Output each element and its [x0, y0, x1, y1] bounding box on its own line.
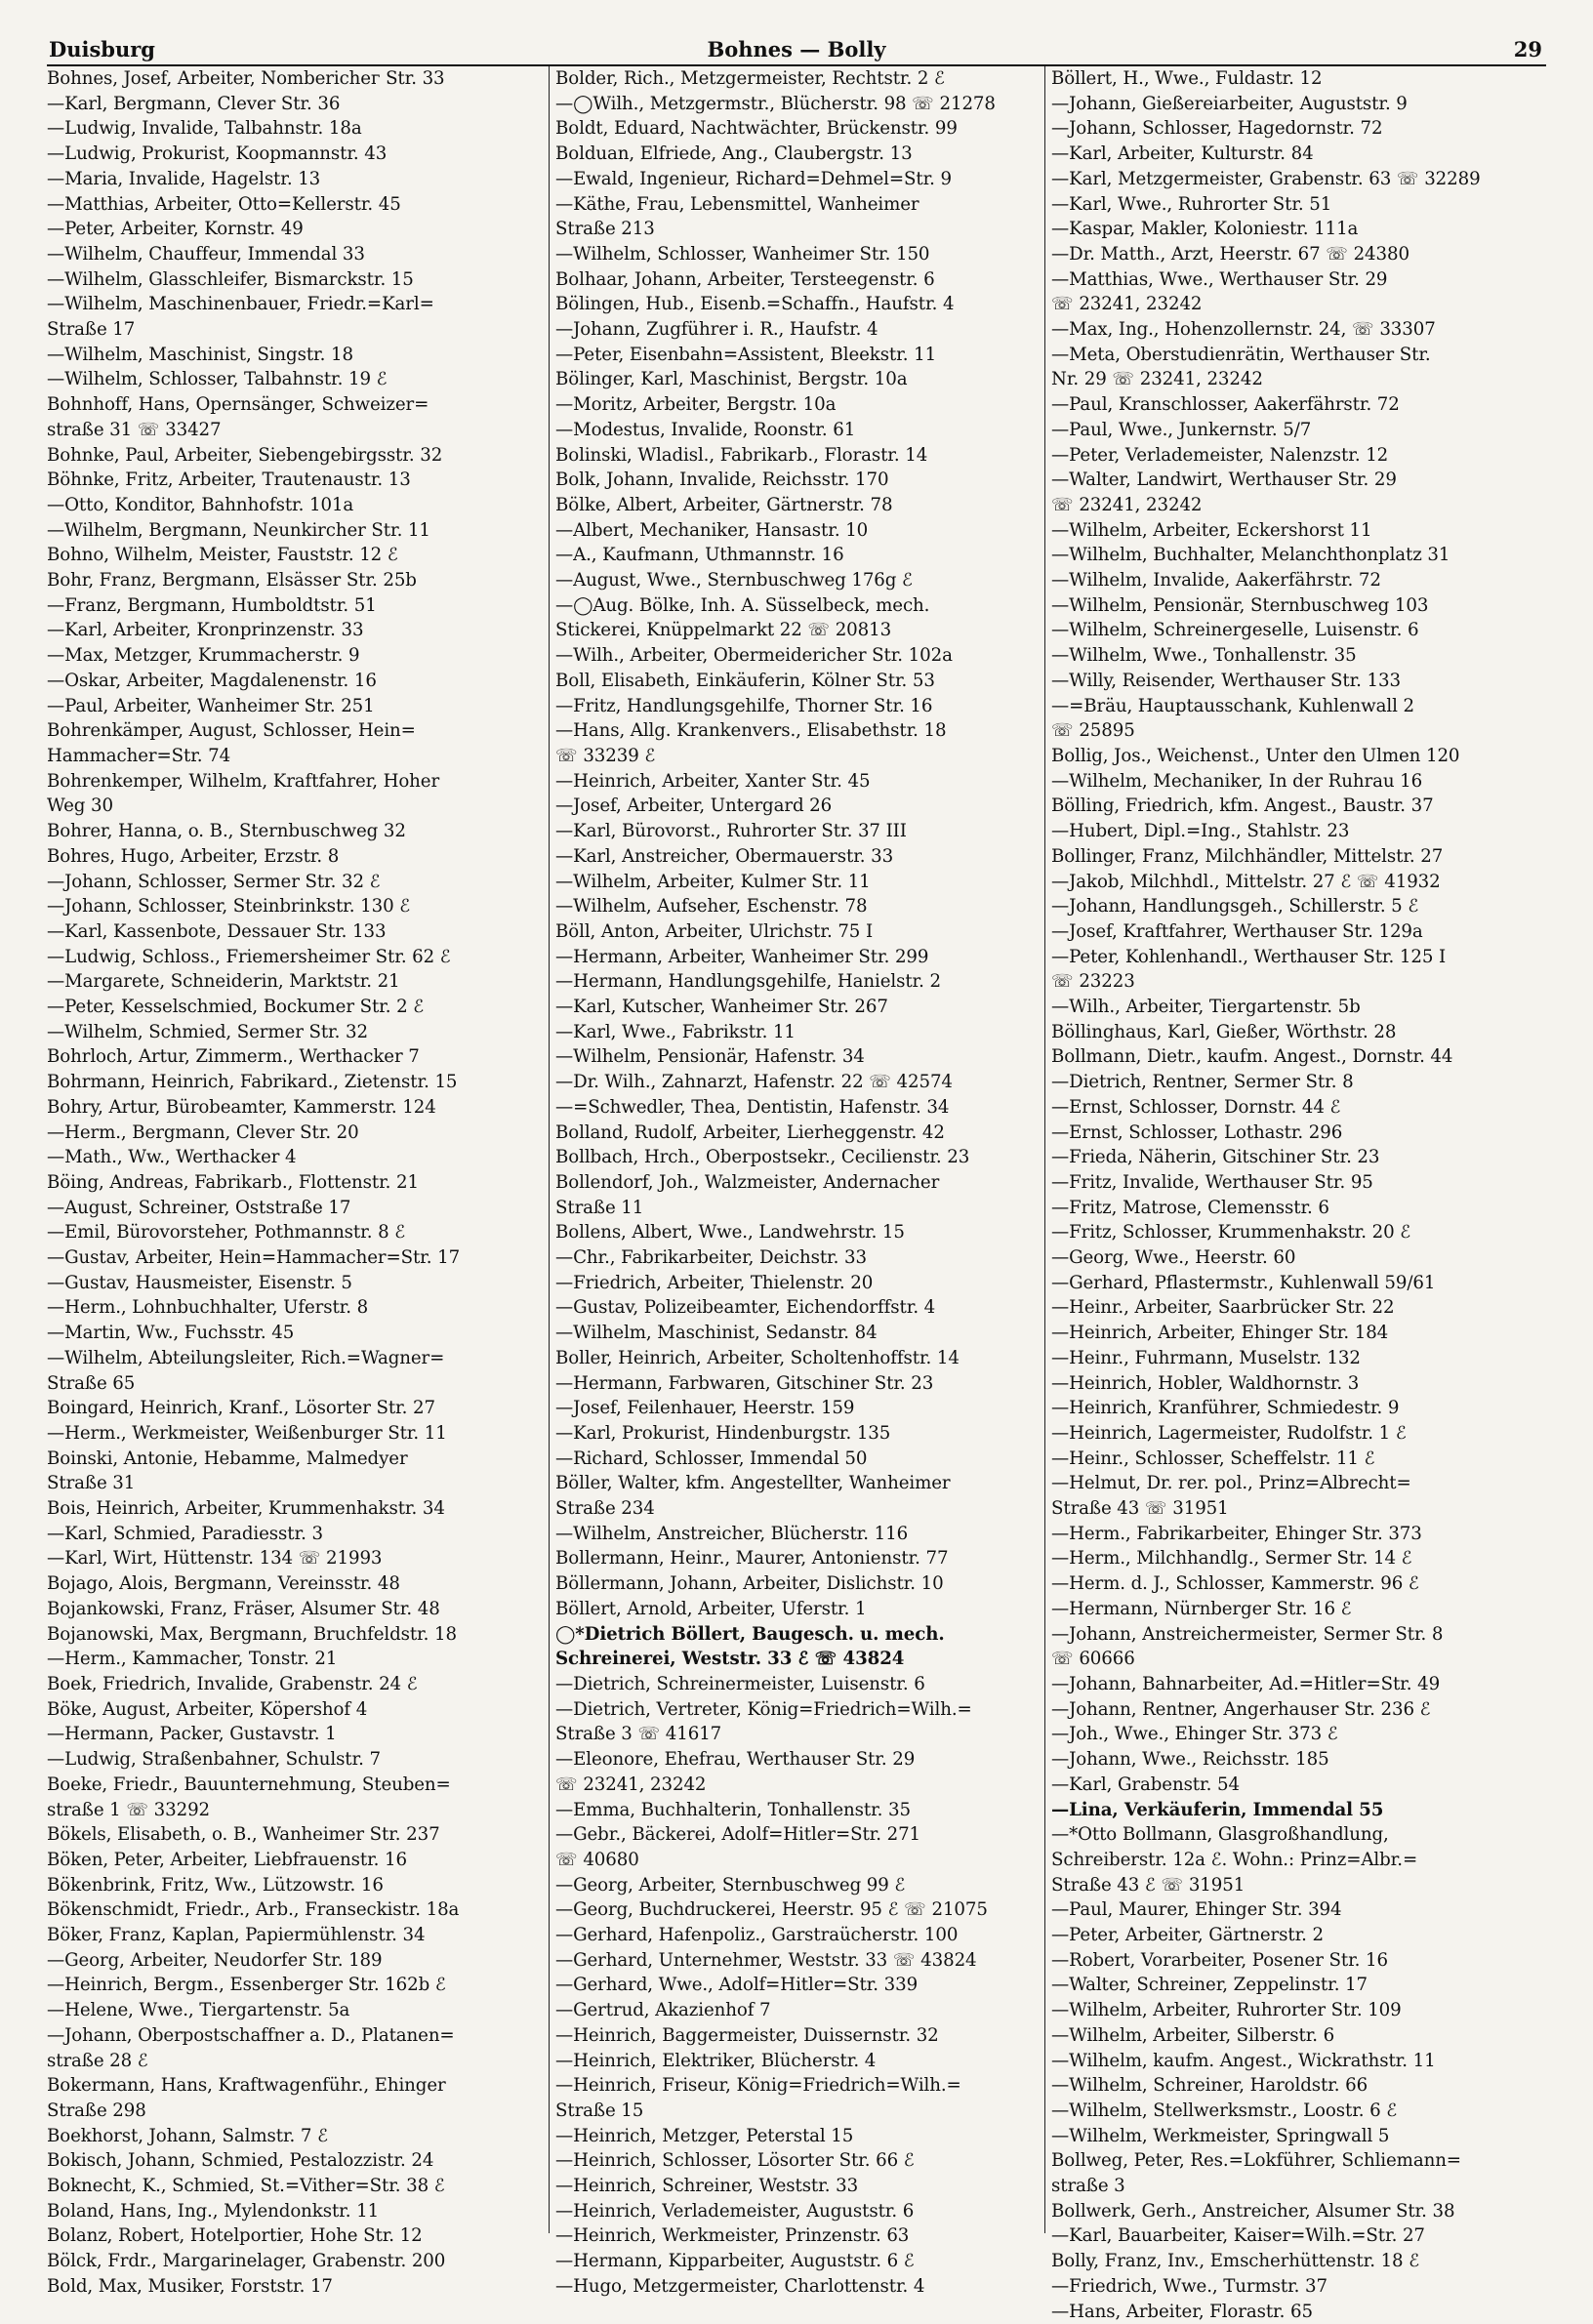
directory-entry: —Gerhard, Hafenpoliz., Garstraücherstr. 100 [555, 1925, 959, 1946]
directory-entry: —Lina, Verkäuferin, Immendal 55 [1051, 1799, 1384, 1820]
directory-entry: Weg 30 [47, 795, 113, 817]
directory-entry: —Georg, Arbeiter, Neudorfer Str. 189 [47, 1949, 383, 1971]
directory-entry: straße 28 ℰ [47, 2050, 148, 2071]
directory-entry: —Ernst, Schlosser, Dornstr. 44 ℰ [1051, 1096, 1341, 1118]
directory-entry: —◯Aug. Bölke, Inh. A. Süsselbeck, mech. [555, 594, 930, 616]
directory-entry: Bohnke, Paul, Arbeiter, Siebengebirgsstr. 32 [47, 444, 443, 466]
directory-entry: —Gebr., Bäckerei, Adolf=Hitler=Str. 271 [555, 1824, 921, 1846]
directory-entry: —Wilhelm, Schlosser, Talbahnstr. 19 ℰ [47, 369, 388, 390]
directory-entry: —Hermann, Handlungsgehilfe, Hanielstr. 2 [555, 971, 941, 993]
directory-entry: —Wilhelm, Werkmeister, Springwall 5 [1051, 2125, 1390, 2146]
directory-entry: Bojago, Alois, Bergmann, Vereinsstr. 48 [47, 1573, 400, 1595]
directory-entry: —Frieda, Näherin, Gitschiner Str. 23 [1051, 1147, 1380, 1168]
header-city: Duisburg [49, 37, 155, 61]
directory-entry: —Johann, Oberpostschaffner a. D., Platanen= [47, 2024, 455, 2046]
directory-entry: Böker, Franz, Kaplan, Papiermühlenstr. 34 [47, 1925, 426, 1946]
directory-entry: —Dr. Wilh., Zahnarzt, Hafenstr. 22 ☏ 42574 [555, 1072, 953, 1093]
directory-entry: —Wilhelm, Schmied, Sermer Str. 32 [47, 1021, 368, 1042]
directory-entry: —Heinr., Fuhrmann, Muselstr. 132 [1051, 1347, 1361, 1368]
directory-entry: —Wilhelm, Arbeiter, Silberstr. 6 [1051, 2024, 1335, 2046]
directory-entry: —Dietrich, Schreinermeister, Luisenstr. 6 [555, 1674, 925, 1694]
directory-entry: Bollweg, Peter, Res.=Lokführer, Schliemann= [1051, 2150, 1461, 2172]
column-2 [549, 66, 1036, 2297]
directory-entry: —Martin, Ww., Fuchsstr. 45 [47, 1323, 295, 1344]
directory-entry: —Johann, Bahnarbeiter, Ad.=Hitler=Str. 49 [1051, 1674, 1441, 1694]
directory-entry: —Fritz, Invalide, Werthauser Str. 95 [1051, 1171, 1373, 1193]
directory-entry: —Meta, Oberstudienrätin, Werthauser Str. [1051, 344, 1431, 365]
directory-entry: Böll, Anton, Arbeiter, Ulrichstr. 75 I [555, 920, 874, 942]
directory-entry: —Johann, Wwe., Reichsstr. 185 [1051, 1749, 1329, 1771]
directory-entry: Boinski, Antonie, Hebamme, Malmedyer [47, 1447, 408, 1469]
directory-entry: —Wilhelm, Schreinergeselle, Luisenstr. 6 [1051, 620, 1419, 641]
directory-entry: Bollmann, Dietr., kaufm. Angest., Dornstr. 44 [1051, 1046, 1453, 1068]
directory-entry: —Dietrich, Rentner, Sermer Str. 8 [1051, 1072, 1354, 1093]
directory-entry: —Heinrich, Metzger, Peterstal 15 [555, 2125, 854, 2146]
directory-entry: —Hermann, Kipparbeiter, Auguststr. 6 ℰ [555, 2251, 915, 2272]
directory-entry: —Emma, Buchhalterin, Tonhallenstr. 35 [555, 1799, 911, 1820]
directory-entry: —Karl, Wwe., Ruhrorter Str. 51 [1051, 193, 1332, 215]
directory-entry: Bollinger, Franz, Milchhändler, Mittelstr. 27 [1051, 845, 1444, 867]
directory-entry: —Robert, Vorarbeiter, Posener Str. 16 [1051, 1949, 1388, 1971]
directory-entry: —Hermann, Packer, Gustavstr. 1 [47, 1724, 337, 1745]
directory-entry: —Johann, Handlungsgeh., Schillerstr. 5 ℰ [1051, 896, 1419, 917]
directory-entry: Bolly, Franz, Inv., Emscherhüttenstr. 18 ℰ [1051, 2251, 1420, 2272]
directory-entry: —Peter, Arbeiter, Kornstr. 49 [47, 219, 304, 240]
directory-entry: —Ernst, Schlosser, Lothastr. 296 [1051, 1121, 1343, 1143]
directory-entry: —Jakob, Milchhdl., Mittelstr. 27 ℰ ☏ 41932 [1051, 871, 1441, 892]
directory-entry: Böllermann, Johann, Arbeiter, Dislichstr. 10 [555, 1573, 944, 1595]
directory-entry: —Peter, Verlademeister, Nalenzstr. 12 [1051, 444, 1389, 466]
directory-entry: —Ludwig, Straßenbahner, Schulstr. 7 [47, 1749, 381, 1771]
directory-entry: ☏ 25895 [1051, 720, 1135, 742]
directory-entry: —Wilhelm, Aufseher, Eschenstr. 78 [555, 896, 868, 917]
directory-entry: —Karl, Anstreicher, Obermauerstr. 33 [555, 845, 894, 867]
directory-entry: —Karl, Wwe., Fabrikstr. 11 [555, 1021, 796, 1042]
directory-entry: —Johann, Anstreichermeister, Sermer Str. 8 [1051, 1623, 1444, 1645]
directory-entry: —Heinrich, Kranführer, Schmiedestr. 9 [1051, 1398, 1400, 1419]
directory-entry: —Karl, Wirt, Hüttenstr. 134 ☏ 21993 [47, 1548, 383, 1570]
directory-entry: —Gertrud, Akazienhof 7 [555, 2000, 771, 2021]
directory-entry: Boland, Hans, Ing., Mylendonkstr. 11 [47, 2200, 380, 2222]
directory-entry: —Gustav, Polizeibeamter, Eichendorffstr. 4 [555, 1297, 936, 1319]
directory-entry: Bolland, Rudolf, Arbeiter, Lierheggenstr. 42 [555, 1121, 945, 1143]
directory-entry: Bölck, Frdr., Margarinelager, Grabenstr. 200 [47, 2251, 446, 2272]
directory-entry: Bojankowski, Franz, Fräser, Alsumer Str. 48 [47, 1598, 440, 1619]
directory-entry: —Franz, Bergmann, Humboldtstr. 51 [47, 594, 377, 616]
directory-entry: —Heinrich, Werkmeister, Prinzenstr. 63 [555, 2225, 910, 2247]
directory-entry: —Helene, Wwe., Tiergartenstr. 5a [47, 2000, 350, 2021]
directory-entry: —Wilhelm, Mechaniker, In der Ruhrau 16 [1051, 770, 1423, 792]
directory-entry: Böllert, Arnold, Arbeiter, Uferstr. 1 [555, 1598, 867, 1619]
directory-entry: Bolder, Rich., Metzgermeister, Rechtstr. 2 ℰ [555, 68, 945, 89]
directory-entry: —Otto, Konditor, Bahnhofstr. 101a [47, 494, 354, 515]
directory-entry: —Heinrich, Lagermeister, Rudolfstr. 1 ℰ [1051, 1422, 1407, 1444]
header-range: Bohnes — Bolly [707, 37, 886, 61]
directory-entry: —Willy, Reisender, Werthauser Str. 133 [1051, 670, 1401, 691]
directory-entry: —Karl, Arbeiter, Kulturstr. 84 [1051, 143, 1314, 165]
directory-entry: Bohrloch, Artur, Zimmerm., Werthacker 7 [47, 1046, 420, 1068]
page-header [47, 33, 1546, 66]
directory-entry: Straße 15 [555, 2100, 644, 2121]
directory-entry: ☏ 40680 [555, 1849, 639, 1870]
directory-entry: —Karl, Arbeiter, Kronprinzenstr. 33 [47, 620, 364, 641]
directory-entry: —Fritz, Handlungsgehilfe, Thorner Str. 16 [555, 695, 933, 716]
directory-entry: Bölke, Albert, Arbeiter, Gärtnerstr. 78 [555, 494, 893, 515]
directory-entry: —Wilhelm, Abteilungsleiter, Rich.=Wagner= [47, 1347, 445, 1368]
directory-entry: Boekhorst, Johann, Salmstr. 7 ℰ [47, 2125, 328, 2146]
directory-entry: —Georg, Wwe., Heerstr. 60 [1051, 1247, 1296, 1269]
directory-entry: Bölinger, Karl, Maschinist, Bergstr. 10a [555, 369, 908, 390]
directory-entry: —Heinrich, Elektriker, Blücherstr. 4 [555, 2050, 877, 2071]
directory-entry: —Chr., Fabrikarbeiter, Deichstr. 33 [555, 1247, 867, 1269]
directory-entry: Bollens, Albert, Wwe., Landwehrstr. 15 [555, 1222, 905, 1244]
directory-entry: —Gerhard, Unternehmer, Weststr. 33 ☏ 43824 [555, 1949, 977, 1971]
directory-entry: —Friedrich, Wwe., Turmstr. 37 [1051, 2275, 1328, 2297]
directory-entry: Bolduan, Elfriede, Ang., Claubergstr. 13 [555, 143, 913, 165]
directory-entry: —Max, Ing., Hohenzollernstr. 24, ☏ 33307 [1051, 319, 1436, 341]
directory-entry: —Heinrich, Schreiner, Weststr. 33 [555, 2176, 859, 2197]
directory-entry: —Herm., Werkmeister, Weißenburger Str. 11 [47, 1422, 447, 1444]
directory-entry: —Maria, Invalide, Hagelstr. 13 [47, 168, 321, 189]
directory-entry: Bolinski, Wladisl., Fabrikarb., Florastr. 14 [555, 444, 928, 466]
directory-entry: Straße 298 [47, 2100, 146, 2121]
directory-entry: —Heinrich, Arbeiter, Ehinger Str. 184 [1051, 1323, 1389, 1344]
directory-entry: Böhnke, Fritz, Arbeiter, Trautenaustr. 13 [47, 469, 411, 491]
directory-entry: Böllinghaus, Karl, Gießer, Wörthstr. 28 [1051, 1021, 1397, 1042]
directory-entry: —*Otto Bollmann, Glasgroßhandlung, [1051, 1824, 1389, 1846]
directory-entry: —Heinr., Arbeiter, Saarbrücker Str. 22 [1051, 1297, 1395, 1319]
directory-entry: —Karl, Grabenstr. 54 [1051, 1774, 1240, 1795]
directory-entry: Boeke, Friedr., Bauunternehmung, Steuben= [47, 1774, 451, 1795]
directory-entry: ☏ 23241, 23242 [1051, 294, 1203, 315]
directory-entry: —Wilhelm, Wwe., Tonhallenstr. 35 [1051, 645, 1357, 667]
directory-entry: —Karl, Bergmann, Clever Str. 36 [47, 93, 341, 114]
directory-entry: Böllert, H., Wwe., Fuldastr. 12 [1051, 68, 1323, 89]
directory-entry: Bois, Heinrich, Arbeiter, Krummenhakstr. 34 [47, 1498, 445, 1520]
directory-entry: —Herm., Bergmann, Clever Str. 20 [47, 1121, 359, 1143]
directory-entry: Bolanz, Robert, Hotelportier, Hohe Str. 12 [47, 2225, 423, 2247]
directory-entry: —Josef, Arbeiter, Untergard 26 [555, 795, 833, 817]
directory-entry: ☏ 23223 [1051, 971, 1135, 993]
directory-entry: Bohrenkemper, Wilhelm, Kraftfahrer, Hoher [47, 770, 440, 792]
directory-entry: —Heinrich, Hobler, Waldhornstr. 3 [1051, 1372, 1360, 1394]
directory-entry: Böke, August, Arbeiter, Köpershof 4 [47, 1698, 368, 1720]
column-1 [47, 66, 533, 2297]
directory-entry: ☏ 60666 [1051, 1649, 1135, 1670]
directory-entry: Böken, Peter, Arbeiter, Liebfrauenstr. 16 [47, 1849, 407, 1870]
column-3 [1044, 66, 1547, 2322]
directory-entry: Straße 43 ℰ ☏ 31951 [1051, 1874, 1246, 1896]
directory-entry: ☏ 23241, 23242 [1051, 494, 1203, 515]
directory-entry: —Herm. d. J., Schlosser, Kammerstr. 96 ℰ [1051, 1573, 1419, 1595]
directory-entry: —Gerhard, Pflastermstr., Kuhlenwall 59/61 [1051, 1272, 1436, 1293]
directory-entry: —Ewald, Ingenieur, Richard=Dehmel=Str. 9 [555, 168, 953, 189]
directory-entry: —Wilhelm, Arbeiter, Ruhrorter Str. 109 [1051, 2000, 1402, 2021]
directory-entry: —Karl, Kutscher, Wanheimer Str. 267 [555, 997, 888, 1018]
directory-entry: Boek, Friedrich, Invalide, Grabenstr. 24 ℰ [47, 1674, 418, 1694]
directory-entry: straße 1 ☏ 33292 [47, 1799, 211, 1820]
directory-entry: ☏ 23241, 23242 [555, 1774, 707, 1795]
directory-entry: Bollbach, Hrch., Oberpostsekr., Cecilienstr. 23 [555, 1147, 970, 1168]
directory-entry: —Modestus, Invalide, Roonstr. 61 [555, 419, 856, 440]
directory-entry: —Heinrich, Baggermeister, Duissernstr. 32 [555, 2024, 939, 2046]
directory-entry: —Heinrich, Schlosser, Lösorter Str. 66 ℰ [555, 2150, 915, 2172]
directory-entry: —Wilh., Arbeiter, Obermeidericher Str. 102a [555, 645, 953, 667]
directory-entry: —Wilhelm, Pensionär, Hafenstr. 34 [555, 1046, 865, 1068]
directory-entry: —Peter, Arbeiter, Gärtnerstr. 2 [1051, 1925, 1324, 1946]
directory-entry: —Johann, Zugführer i. R., Haufstr. 4 [555, 319, 878, 341]
directory-entry: Boknecht, K., Schmied, St.=Vither=Str. 38 ℰ [47, 2176, 445, 2197]
directory-entry: Bohres, Hugo, Arbeiter, Erzstr. 8 [47, 845, 340, 867]
directory-entry: —=Schwedler, Thea, Dentistin, Hafenstr. 34 [555, 1096, 950, 1118]
directory-entry: —Herm., Fabrikarbeiter, Ehinger Str. 373 [1051, 1523, 1422, 1544]
directory-entry: —Karl, Metzgermeister, Grabenstr. 63 ☏ 32289 [1051, 168, 1481, 189]
directory-entry: —Oskar, Arbeiter, Magdalenenstr. 16 [47, 670, 377, 691]
directory-entry: ◯*Dietrich Böllert, Baugesch. u. mech. [555, 1623, 945, 1645]
directory-entry: —Johann, Schlosser, Sermer Str. 32 ℰ [47, 871, 381, 892]
directory-entry: —Wilhelm, Maschinist, Singstr. 18 [47, 344, 353, 365]
directory-entry: straße 3 [1051, 2176, 1125, 2197]
directory-entry: —Wilhelm, Pensionär, Sternbuschweg 103 [1051, 594, 1429, 616]
directory-entry: Bohry, Artur, Bürobeamter, Kammerstr. 124 [47, 1096, 436, 1118]
directory-entry: Bohr, Franz, Bergmann, Elsässer Str. 25b [47, 570, 417, 591]
directory-entry: Bölingen, Hub., Eisenb.=Schaffn., Haufstr. 4 [555, 294, 955, 315]
directory-entry: —Heinrich, Bergm., Essenberger Str. 162b ℰ [47, 1975, 446, 1996]
directory-entry: —Paul, Wwe., Junkernstr. 5/7 [1051, 419, 1312, 440]
directory-entry: —Paul, Maurer, Ehinger Str. 394 [1051, 1899, 1342, 1921]
directory-entry: Straße 65 [47, 1372, 136, 1394]
directory-entry: —Herm., Kammacher, Tonstr. 21 [47, 1649, 338, 1670]
directory-entry: Hammacher=Str. 74 [47, 745, 231, 766]
directory-entry: —Wilhelm, Glasschleifer, Bismarckstr. 15 [47, 268, 414, 290]
directory-entry: Bolk, Johann, Invalide, Reichsstr. 170 [555, 469, 889, 491]
directory-entry: —Max, Metzger, Krummacherstr. 9 [47, 645, 360, 667]
directory-entry: —Wilhelm, Arbeiter, Eckershorst 11 [1051, 519, 1372, 541]
directory-entry: —Wilhelm, Chauffeur, Immendal 33 [47, 243, 365, 265]
directory-entry: —Karl, Schmied, Paradiesstr. 3 [47, 1523, 323, 1544]
directory-entry: Bohrer, Hanna, o. B., Sternbuschweg 32 [47, 821, 406, 842]
directory-entry: —Johann, Schlosser, Hagedornstr. 72 [1051, 118, 1383, 140]
directory-entry: —Herm., Milchhandlg., Sermer Str. 14 ℰ [1051, 1548, 1412, 1570]
directory-entry: —Johann, Gießereiarbeiter, Auguststr. 9 [1051, 93, 1408, 114]
directory-entry: —Matthias, Wwe., Werthauser Str. 29 [1051, 268, 1388, 290]
directory-entry: Bölling, Friedrich, kfm. Angest., Baustr. 37 [1051, 795, 1434, 817]
directory-entry: Boldt, Eduard, Nachtwächter, Brückenstr. 99 [555, 118, 958, 140]
directory-entry: —Ludwig, Schloss., Friemersheimer Str. 62 ℰ [47, 946, 451, 967]
directory-entry: —Josef, Kraftfahrer, Werthauser Str. 129a [1051, 920, 1423, 942]
directory-entry: Bollig, Jos., Weichenst., Unter den Ulmen 120 [1051, 745, 1460, 766]
directory-entry: —Walter, Landwirt, Werthauser Str. 29 [1051, 469, 1397, 491]
directory-entry: —A., Kaufmann, Uthmannstr. 16 [555, 545, 844, 566]
directory-entry: —=Bräu, Hauptausschank, Kuhlenwall 2 [1051, 695, 1414, 716]
directory-entry: —Hans, Arbeiter, Florastr. 65 [1051, 2301, 1313, 2322]
directory-entry: —Dietrich, Vertreter, König=Friedrich=Wilh.= [555, 1698, 972, 1720]
directory-entry: —Ludwig, Invalide, Talbahnstr. 18a [47, 118, 362, 140]
directory-entry: Bollermann, Heinr., Maurer, Antonienstr. 77 [555, 1548, 949, 1570]
directory-entry: —Paul, Kranschlosser, Aakerfährstr. 72 [1051, 394, 1400, 416]
directory-entry: —Helmut, Dr. rer. pol., Prinz=Albrecht= [1051, 1473, 1411, 1494]
directory-entry: —Hermann, Arbeiter, Wanheimer Str. 299 [555, 946, 929, 967]
directory-entry: —Gustav, Arbeiter, Hein=Hammacher=Str. 17 [47, 1247, 461, 1269]
directory-entry: Boingard, Heinrich, Kranf., Lösorter Str. 27 [47, 1398, 435, 1419]
directory-entry: —Herm., Lohnbuchhalter, Uferstr. 8 [47, 1297, 369, 1319]
directory-entry: —Wilhelm, Stellwerksmstr., Loostr. 6 ℰ [1051, 2100, 1398, 2121]
directory-entry: Stickerei, Knüppelmarkt 22 ☏ 20813 [555, 620, 892, 641]
directory-entry: Straße 31 [47, 1473, 136, 1494]
directory-entry: —Peter, Eisenbahn=Assistent, Bleekstr. 11 [555, 344, 937, 365]
directory-entry: Bökenschmidt, Friedr., Arb., Franseckistr. 18a [47, 1899, 460, 1921]
directory-entry: —Karl, Prokurist, Hindenburgstr. 135 [555, 1422, 891, 1444]
directory-entry: —Hubert, Dipl.=Ing., Stahlstr. 23 [1051, 821, 1350, 842]
directory-entry: —Fritz, Matrose, Clemensstr. 6 [1051, 1197, 1329, 1218]
directory-entry: —Emil, Bürovorsteher, Pothmannstr. 8 ℰ [47, 1222, 406, 1244]
directory-entry: —Karl, Bauarbeiter, Kaiser=Wilh.=Str. 27 [1051, 2225, 1425, 2247]
directory-entry: —August, Wwe., Sternbuschweg 176g ℰ [555, 570, 913, 591]
directory-entry: Boll, Elisabeth, Einkäuferin, Kölner Str. 53 [555, 670, 935, 691]
directory-entry: —Wilhelm, Maschinist, Sedanstr. 84 [555, 1323, 878, 1344]
directory-entry: —Albert, Mechaniker, Hansastr. 10 [555, 519, 869, 541]
directory-entry: Straße 234 [555, 1498, 655, 1520]
directory-entry: —◯Wilh., Metzgermstr., Blücherstr. 98 ☏ 21278 [555, 93, 996, 114]
directory-entry: Bolhaar, Johann, Arbeiter, Tersteegenstr. 6 [555, 268, 935, 290]
directory-entry: —Georg, Buchdruckerei, Heerstr. 95 ℰ ☏ 21075 [555, 1899, 988, 1921]
directory-entry: Bohnhoff, Hans, Opernsänger, Schweizer= [47, 394, 429, 416]
directory-entry: —Peter, Kesselschmied, Bockumer Str. 2 ℰ [47, 997, 425, 1018]
directory-entry: —Friedrich, Arbeiter, Thielenstr. 20 [555, 1272, 874, 1293]
directory-entry: —Georg, Arbeiter, Sternbuschweg 99 ℰ [555, 1874, 906, 1896]
directory-entry: —Wilhelm, Maschinenbauer, Friedr.=Karl= [47, 294, 434, 315]
directory-entry: —Joh., Wwe., Ehinger Str. 373 ℰ [1051, 1724, 1338, 1745]
directory-entry: —Moritz, Arbeiter, Bergstr. 10a [555, 394, 837, 416]
directory-entry: Böing, Andreas, Fabrikarb., Flottenstr. 21 [47, 1171, 419, 1193]
directory-entry: —Heinrich, Verlademeister, Auguststr. 6 [555, 2200, 915, 2222]
directory-entry: Bollwerk, Gerh., Anstreicher, Alsumer Str. 38 [1051, 2200, 1455, 2222]
directory-entry: Straße 43 ☏ 31951 [1051, 1498, 1229, 1520]
directory-columns [47, 66, 1546, 2322]
directory-entry: Bokisch, Johann, Schmied, Pestalozzistr. 24 [47, 2150, 434, 2172]
directory-entry: —Heinrich, Friseur, König=Friedrich=Wilh.= [555, 2075, 961, 2097]
directory-entry: Boller, Heinrich, Arbeiter, Scholtenhoffstr. 14 [555, 1347, 960, 1368]
directory-entry: Straße 3 ☏ 41617 [555, 1724, 722, 1745]
directory-entry: Nr. 29 ☏ 23241, 23242 [1051, 369, 1263, 390]
directory-entry: —Dr. Matth., Arzt, Heerstr. 67 ☏ 24380 [1051, 243, 1409, 265]
directory-entry: —Hugo, Metzgermeister, Charlottenstr. 4 [555, 2275, 925, 2297]
directory-entry: —Hermann, Farbwaren, Gitschiner Str. 23 [555, 1372, 934, 1394]
directory-entry: —Walter, Schreiner, Zeppelinstr. 17 [1051, 1975, 1368, 1996]
directory-entry: —Hans, Allg. Krankenvers., Elisabethstr. 18 [555, 720, 947, 742]
directory-entry: —Wilh., Arbeiter, Tiergartenstr. 5b [1051, 997, 1361, 1018]
directory-entry: Bollendorf, Joh., Walzmeister, Andernacher [555, 1171, 940, 1193]
directory-entry: Bökels, Elisabeth, o. B., Wanheimer Str. 237 [47, 1824, 440, 1846]
directory-entry: —Matthias, Arbeiter, Otto=Kellerstr. 45 [47, 193, 401, 215]
directory-entry: Schreinerei, Weststr. 33 ℰ ☏ 43824 [555, 1649, 905, 1670]
directory-entry: —Richard, Schlosser, Immendal 50 [555, 1447, 868, 1469]
directory-entry: Bojanowski, Max, Bergmann, Bruchfeldstr. 18 [47, 1623, 457, 1645]
directory-entry: —Eleonore, Ehefrau, Werthauser Str. 29 [555, 1749, 916, 1771]
directory-entry: —August, Schreiner, Oststraße 17 [47, 1197, 351, 1218]
directory-entry: Straße 17 [47, 319, 136, 341]
directory-entry: Bohnes, Josef, Arbeiter, Nomberichег Str. 33 [47, 68, 445, 89]
directory-entry: Bohrenkämper, August, Schlosser, Hein= [47, 720, 416, 742]
directory-entry: —Wilhelm, Schreiner, Haroldstr. 66 [1051, 2075, 1368, 2097]
page-number: 29 [1513, 37, 1542, 61]
directory-entry: Bold, Max, Musiker, Forststr. 17 [47, 2275, 333, 2297]
directory-entry: straße 31 ☏ 33427 [47, 419, 222, 440]
directory-entry: Schreiberstr. 12a ℰ. Wohn.: Prinz=Albr.= [1051, 1849, 1418, 1870]
directory-entry: Bohrmann, Heinrich, Fabrikard., Zietenstr. 15 [47, 1072, 458, 1093]
directory-entry: —Wilhelm, Bergmann, Neunkircher Str. 11 [47, 519, 430, 541]
directory-entry: —Wilhelm, kaufm. Angest., Wickrathstr. 11 [1051, 2050, 1436, 2071]
directory-entry: —Kaspar, Makler, Koloniestr. 111a [1051, 219, 1359, 240]
directory-entry: —Johann, Rentner, Angerhauser Str. 236 ℰ [1051, 1698, 1431, 1720]
directory-entry: —Margarete, Schneiderin, Marktstr. 21 [47, 971, 400, 993]
directory-entry: —Math., Ww., Werthacker 4 [47, 1147, 297, 1168]
directory-entry: —Heinrich, Arbeiter, Xanter Str. 45 [555, 770, 871, 792]
directory-entry: —Wilhelm, Buchhalter, Melanchthonplatz 31 [1051, 545, 1450, 566]
directory-entry: —Hermann, Nürnberger Str. 16 ℰ [1051, 1598, 1352, 1619]
directory-entry: Böller, Walter, kfm. Angestellter, Wanheimer [555, 1473, 951, 1494]
directory-entry: —Käthe, Frau, Lebensmittel, Wanheimer [555, 193, 919, 215]
directory-entry: —Josef, Feilenhauer, Heerstr. 159 [555, 1398, 855, 1419]
directory-entry: Bökenbrink, Fritz, Ww., Lützowstr. 16 [47, 1874, 384, 1896]
directory-entry: —Karl, Kassenbote, Dessauer Str. 133 [47, 920, 387, 942]
directory-entry: —Wilhelm, Arbeiter, Kulmer Str. 11 [555, 871, 871, 892]
directory-entry: —Wilhelm, Anstreicher, Blücherstr. 116 [555, 1523, 909, 1544]
directory-entry: —Wilhelm, Invalide, Aakerfährstr. 72 [1051, 570, 1381, 591]
directory-entry: Straße 213 [555, 219, 655, 240]
directory-entry: Bokermann, Hans, Kraftwagenführ., Ehinger [47, 2075, 446, 2097]
directory-entry: ☏ 33239 ℰ [555, 745, 656, 766]
directory-entry: —Peter, Kohlenhandl., Werthauser Str. 125 I [1051, 946, 1447, 967]
directory-entry: —Karl, Bürovorst., Ruhrorter Str. 37 III [555, 821, 907, 842]
directory-entry: —Gerhard, Wwe., Adolf=Hitler=Str. 339 [555, 1975, 919, 1996]
directory-entry: —Johann, Schlosser, Steinbrinkstr. 130 ℰ [47, 896, 411, 917]
directory-entry: —Paul, Arbeiter, Wanheimer Str. 251 [47, 695, 375, 716]
directory-entry: —Fritz, Schlosser, Krummenhakstr. 20 ℰ [1051, 1222, 1411, 1244]
directory-entry: Straße 11 [555, 1197, 644, 1218]
directory-entry: —Wilhelm, Schlosser, Wanheimer Str. 150 [555, 243, 930, 265]
directory-entry: —Heinr., Schlosser, Scheffelstr. 11 ℰ [1051, 1447, 1375, 1469]
directory-entry: Bohno, Wilhelm, Meister, Fauststr. 12 ℰ [47, 545, 398, 566]
directory-entry: —Ludwig, Prokurist, Koopmannstr. 43 [47, 143, 388, 165]
directory-entry: —Gustav, Hausmeister, Eisenstr. 5 [47, 1272, 352, 1293]
